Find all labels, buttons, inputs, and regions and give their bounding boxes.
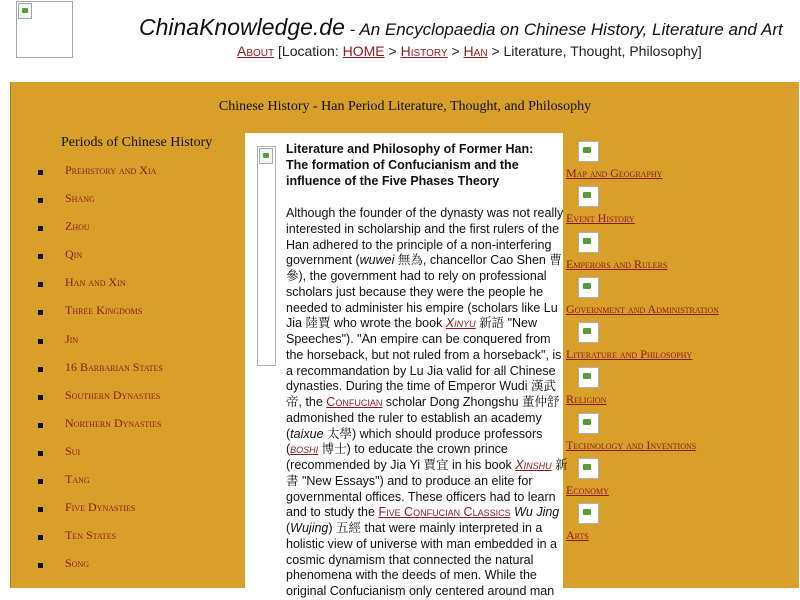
bullet-icon	[38, 535, 43, 540]
broken-image-icon	[259, 148, 273, 164]
topic-image-icon[interactable]	[578, 503, 599, 524]
broken-image-icon	[18, 3, 32, 19]
topic-image-icon[interactable]	[578, 367, 599, 388]
topic-link-map[interactable]: Map and Geography	[566, 166, 663, 180]
period-link[interactable]: 16 Barbarian States	[65, 359, 163, 374]
period-link[interactable]: Northern Dynasties	[65, 415, 162, 430]
topic-link-emperors[interactable]: Emperors and Rulers	[566, 256, 668, 271]
period-link[interactable]: Five Dynasties	[65, 500, 136, 515]
topic-link-events[interactable]: Event History	[566, 211, 635, 226]
topic-item	[566, 411, 796, 456]
bullet-icon	[38, 423, 43, 428]
article-text: 太學) which should produce professors (	[286, 426, 543, 457]
confucian-link[interactable]: Confucian	[326, 395, 383, 409]
topic-item	[566, 275, 796, 320]
breadcrumb-history-link[interactable]: History	[400, 43, 448, 59]
period-link[interactable]: Ten States	[65, 528, 117, 543]
bullet-icon	[38, 254, 43, 259]
bullet-icon	[38, 170, 43, 175]
bullet-icon	[38, 310, 43, 315]
article-image[interactable]	[257, 146, 276, 366]
period-link[interactable]: Sui	[65, 443, 81, 458]
period-link[interactable]: Han and Xin	[65, 275, 126, 290]
breadcrumb-separator: >	[447, 43, 464, 59]
topic-link-literature[interactable]: Literature and Philosophy	[566, 347, 693, 362]
bullet-icon	[38, 339, 43, 344]
bullet-icon	[38, 507, 43, 512]
period-link[interactable]: Jin	[65, 331, 79, 346]
breadcrumb-separator: >	[384, 43, 401, 59]
topic-image-icon[interactable]	[578, 458, 599, 479]
bullet-icon	[38, 282, 43, 287]
period-link[interactable]: Song	[65, 556, 90, 571]
topic-item	[566, 139, 796, 184]
article-text: 新書 "New Essays") and to produce an elite for governmental offices. These officers had to learn and to study the	[286, 458, 568, 520]
topic-link-technology[interactable]: Technology and Inventions	[566, 437, 697, 452]
topic-image-icon[interactable]	[578, 413, 599, 434]
bullet-icon	[38, 563, 43, 568]
boshi-link[interactable]: boshi	[290, 442, 319, 457]
breadcrumb-home-link[interactable]: HOME	[342, 43, 385, 59]
article-text: scholar Dong Zhongshu 董仲舒 admonished the ruler to establish an academy (	[286, 395, 560, 441]
xinyu-link[interactable]: Xinyu	[445, 316, 476, 331]
topic-image-icon[interactable]	[578, 232, 599, 253]
site-subtitle: - An Encyclopaedia on Chinese History, Literature and Art	[344, 20, 783, 39]
topic-item	[566, 501, 796, 546]
breadcrumb-current: > Literature, Thought, Philosophy]	[487, 43, 702, 59]
period-link[interactable]: Qin	[65, 247, 83, 262]
topic-item	[566, 184, 796, 229]
bullet-icon	[38, 198, 43, 203]
article-text: Although the founder of the dynasty was not really interested in scholarship and the first rulers of the Han adhered to the principle of a non-interfering government (	[286, 206, 564, 268]
bullet-icon	[38, 367, 43, 372]
article-term: wuwei	[359, 253, 395, 268]
site-title	[139, 14, 783, 41]
topic-image-icon[interactable]	[578, 277, 599, 298]
topic-link-economy[interactable]: Economy	[566, 483, 609, 498]
topic-link-government[interactable]: Government and Administration	[566, 301, 719, 316]
article-term: Wujing	[290, 521, 329, 535]
article-term: Wu Jing	[514, 505, 560, 520]
article-text: 博士) to educate the crown prince (recommended by Jia Yi 賈宜 in his book	[286, 442, 516, 472]
bullet-icon	[38, 395, 43, 400]
topics-list	[566, 139, 796, 547]
article-panel	[245, 133, 568, 598]
period-link[interactable]: Prehistory and Xia	[65, 163, 157, 177]
topic-image-icon[interactable]	[578, 186, 599, 207]
period-link[interactable]: Three Kingdoms	[65, 303, 143, 318]
site-brand: ChinaKnowledge.de	[139, 14, 345, 40]
period-link[interactable]: Southern Dynasties	[65, 387, 161, 402]
article-term: taixue	[290, 426, 324, 441]
period-link[interactable]: Zhou	[65, 219, 90, 234]
content-frame	[10, 82, 799, 598]
topic-item	[566, 320, 796, 365]
site-logo-image[interactable]	[16, 1, 73, 58]
topic-image-icon[interactable]	[578, 141, 599, 162]
frame-heading: Chinese History - Han Period Literature, Thought, and Philosophy	[218, 99, 592, 114]
topic-item	[566, 456, 796, 501]
topic-item	[566, 230, 796, 275]
article-text: (	[286, 521, 291, 535]
five-classics-link[interactable]: Five Confucian Classics	[378, 505, 511, 520]
period-link[interactable]: Tang	[65, 472, 90, 487]
bullet-icon	[38, 226, 43, 231]
topic-item	[566, 365, 796, 410]
topic-link-religion[interactable]: Religion	[566, 392, 607, 407]
article-body	[286, 206, 568, 600]
topic-link-arts[interactable]: Arts	[566, 528, 589, 543]
period-link[interactable]: Shang	[65, 191, 95, 206]
article-text: 無為, chancellor Cao Shen 曹參), the government had to rely on professional scholars just because they were the people he needed to administer his empire (scholars like Lu Jia 陸賈 who wrote the book	[286, 253, 562, 331]
xinshu-link[interactable]: Xinshu	[515, 458, 552, 472]
article-text: 新語 "New Speeches"). "An empire can be conquered from the horseback, but not ruled from a horseback", is a recommandation by Lu Jia valid for all Chinese dynasties. During the time of Emperor Wudi 漢武帝, the	[286, 316, 562, 409]
topic-image-icon[interactable]	[578, 322, 599, 343]
periods-title: Periods of Chinese History	[61, 135, 213, 150]
about-link[interactable]: About	[237, 43, 275, 59]
breadcrumb	[237, 43, 702, 59]
bullet-icon	[38, 451, 43, 456]
breadcrumb-han-link[interactable]: Han	[463, 43, 488, 59]
bullet-icon	[38, 479, 43, 484]
breadcrumb-prefix: [Location:	[274, 43, 343, 59]
article-title: Literature and Philosophy of Former Han: The formation of Confucianism and the influence of the Five Phases Theory	[286, 142, 534, 188]
article-text: ) 五經 that were mainly interpreted in a holistic view of universe with man embedded in a cosmic dynamism that connected the natural phenomena with the deeds of men. While the original Confucianism only centered around man	[286, 521, 557, 598]
